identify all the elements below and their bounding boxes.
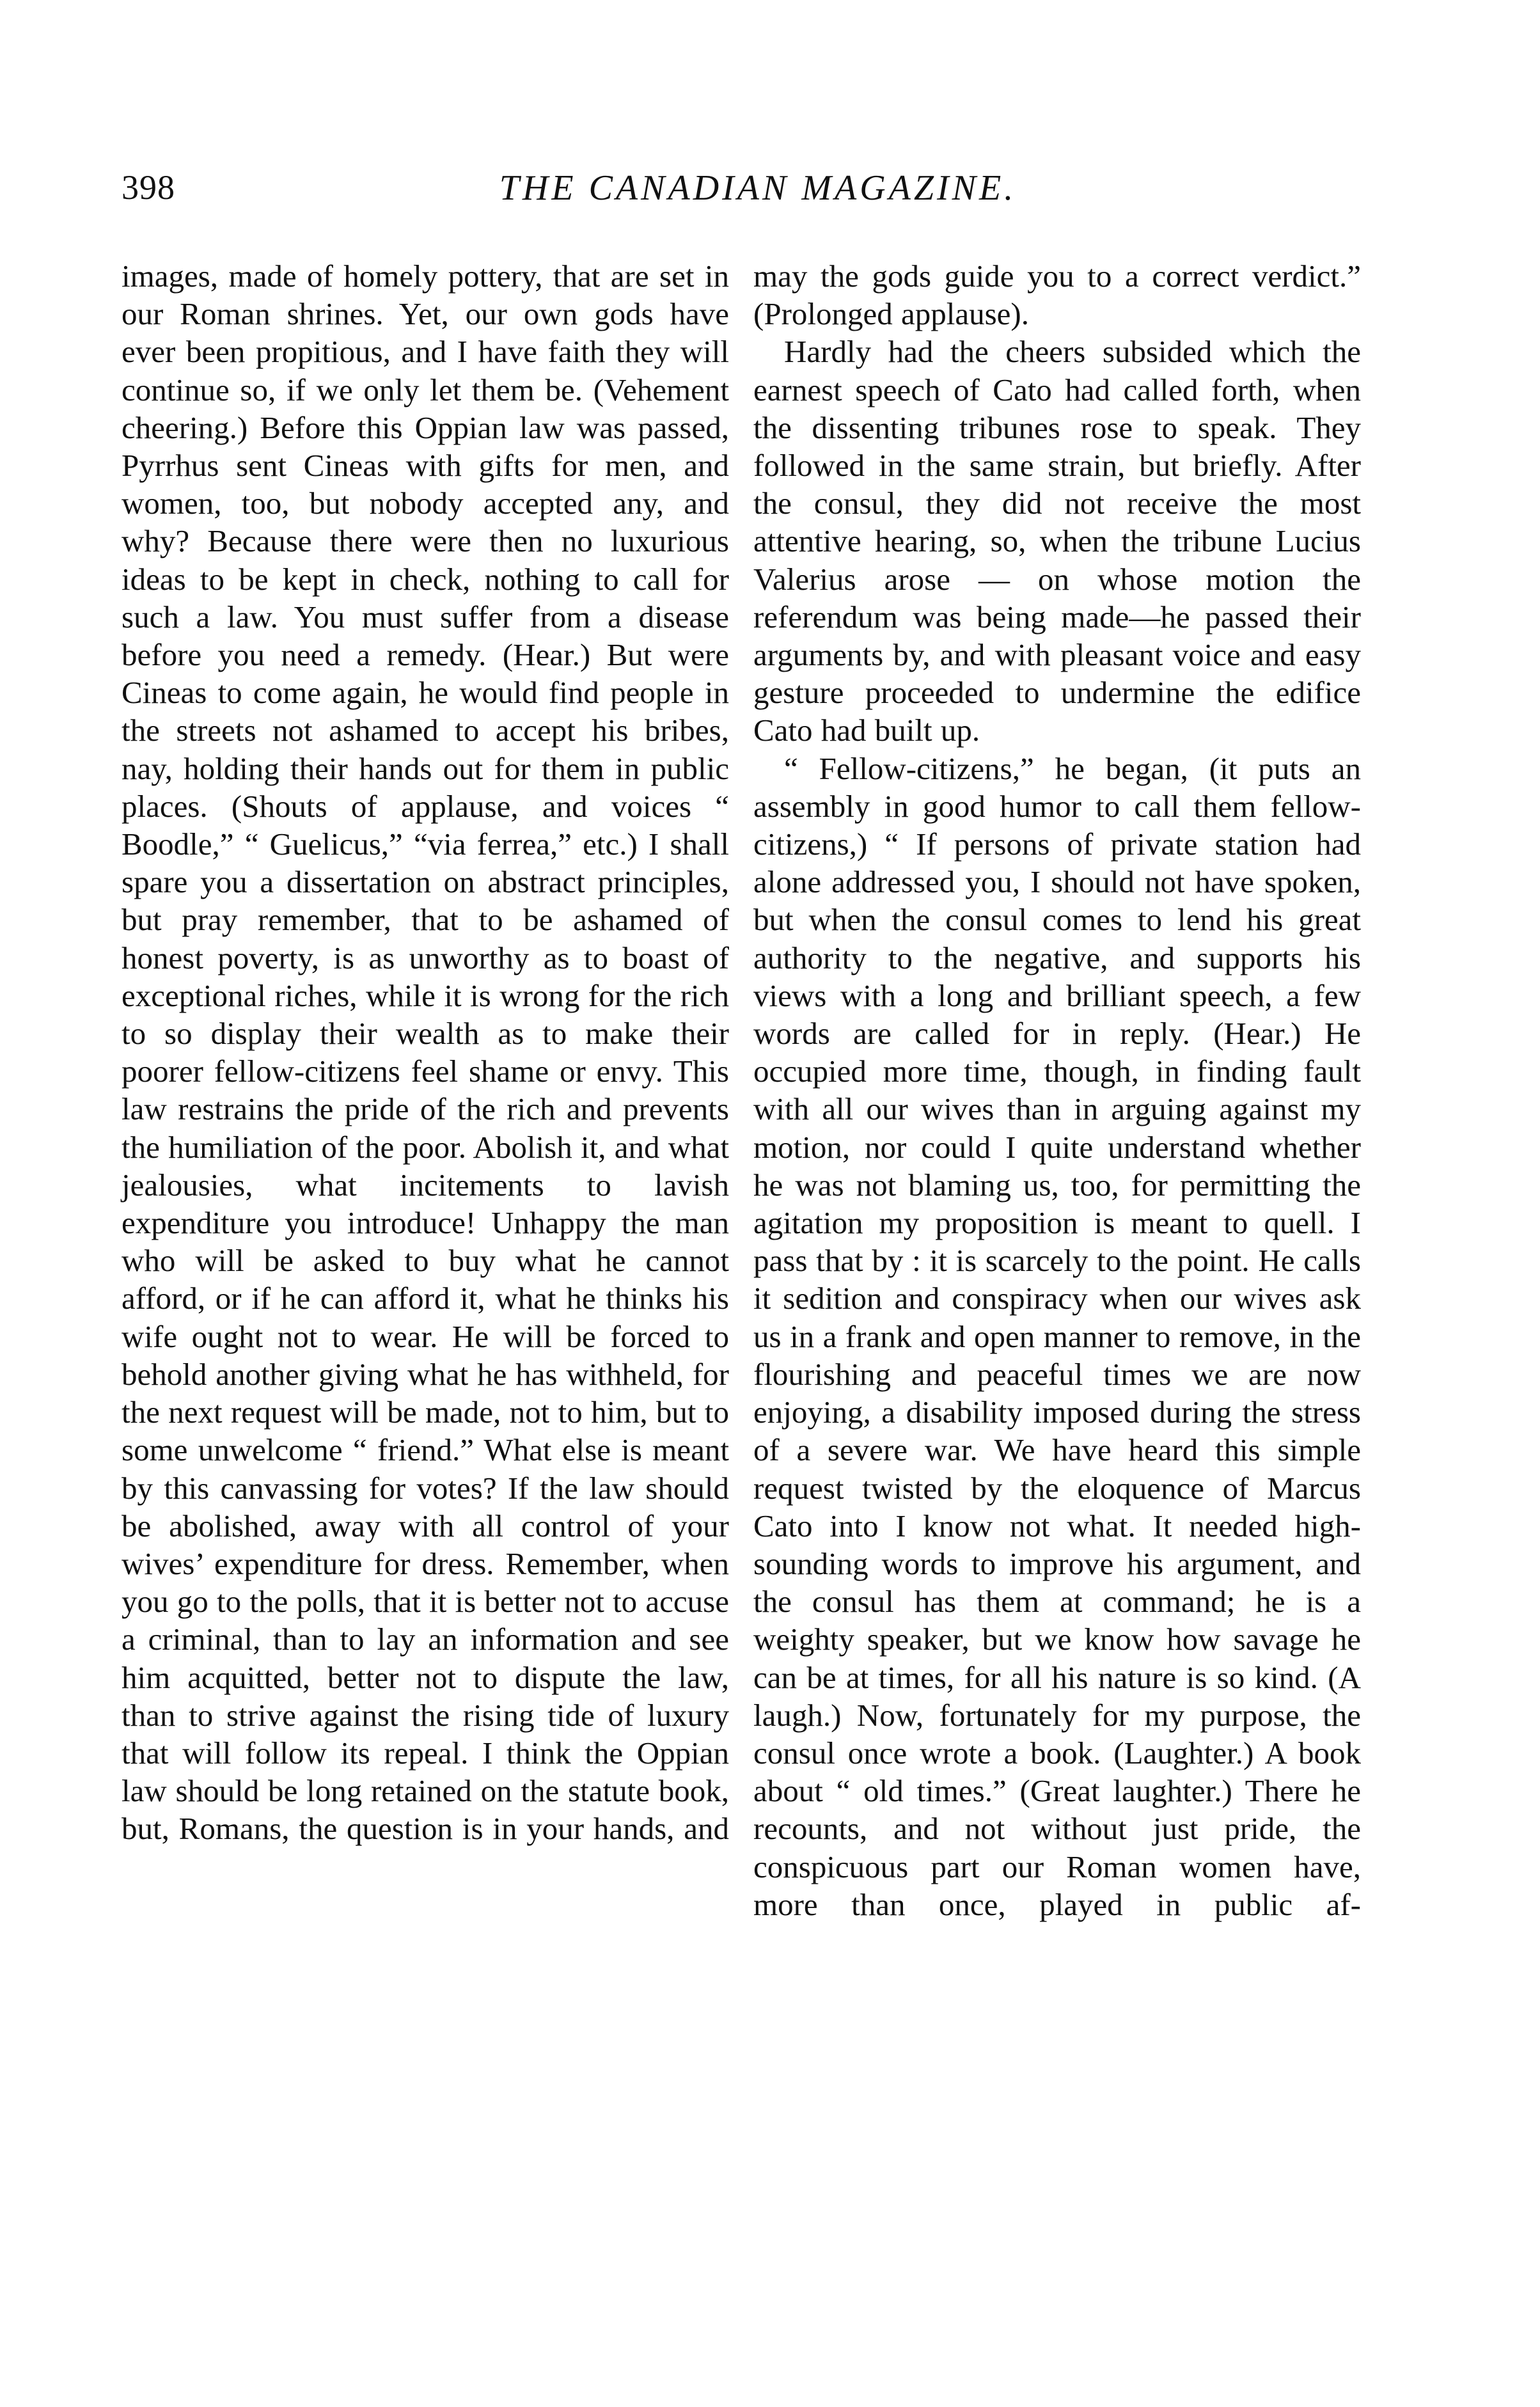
- left-paragraph-1: images, made of homely pottery, that are set in our Roman shrines. Yet, our own gods have ever been propitious, and I have faith they will continue so, if we only let them be. (Vehement cheering.) Before this Oppian law was passed, Pyrrhus sent Cineas with gifts for men, and women, too, but nobody accepted any, and why? Because there were then no luxurious ideas to be kept in check, nothing to call for such a law. You must suffer from a disease before you need a remedy. (Hear.) But were Cineas to come again, he would find people in the streets not ashamed to accept his bribes, nay, holding their hands out for them in public places. (Shouts of applause, and voices “ Boodle,” “ Guelicus,” “via ferrea,” etc.) I shall spare you a dissertation on abstract principles, but pray remember, that to be ashamed of honest poverty, is as unworthy as to boast of exceptional riches, while it is wrong for the rich to so display their wealth as to make their poorer fellow-citizens feel shame or envy. This law restrains the pride of the rich and prevents the humiliation of the poor. Abolish it, and what jealousies, what incitements to lavish expenditure you introduce! Unhappy the man who will be asked to buy what he cannot afford, or if he can afford it, what he thinks his wife ought not to wear. He will be forced to behold another giving what he has withheld, for the next request will be made, not to him, but to some unwelcome “ friend.” What else is meant by this canvassing for votes? If the law should be abolished, away with all control of your wives’ expenditure for dress. Remember, when you go to the polls, that it is better not to accuse a criminal, than to lay an information and see him acquitted, better not to dispute the law, than to strive against the rising tide of luxury that will follow its repeal. I think the Oppian law should be long retained on the statute book, but, Romans, the question is in your hands, and: [122, 258, 729, 1847]
- left-column: [122, 257, 729, 1848]
- running-title: THE CANADIAN MAGAZINE.: [499, 168, 1017, 208]
- right-paragraph-2: Hardly had the cheers subsided which the earnest speech of Cato had called forth, when the dissenting tribunes rose to speak. They followed in the same strain, but briefly. After the consul, they did not receive the most attentive hearing, so, when the tribune Lucius Valerius arose — on whose motion the referendum was being made—he passed their arguments by, and with pleasant voice and easy gesture proceeded to undermine the edifice Cato had built up.: [753, 334, 1361, 748]
- right-paragraph-1: may the gods guide you to a correct verdict.” (Prolonged applause).: [753, 258, 1361, 332]
- right-column: [753, 257, 1361, 1923]
- right-paragraph-3: “ Fellow-citizens,” he began, (it puts an assembly in good humor to call them fellow-citizens,) “ If persons of private station had alone addressed you, I should not have spoken, but when the consul comes to lend his great authority to the negative, and supports his views with a long and brilliant speech, a few words are called for in reply. (Hear.) He occupied more time, though, in finding fault with all our wives than in arguing against my motion, nor could I quite understand whether he was not blaming us, too, for permitting the agitation my proposition is meant to quell. I pass that by : it is scarcely to the point. He calls it sedition and conspiracy when our wives ask us in a frank and open manner to remove, in the flourishing and peaceful times we are now enjoying, a disability imposed during the stress of a severe war. We have heard this simple request twisted by the eloquence of Marcus Cato into I know not what. It needed high-sounding words to improve his argument, and the consul has them at command; he is a weighty speaker, but we know how savage he can be at times, for all his nature is so kind. (A laugh.) Now, fortunately for my purpose, the consul once wrote a book. (Laughter.) A book about “ old times.” (Great laughter.) There he recounts, and not without just pride, the conspicuous part our Roman women have, more than once, played in public af-: [753, 750, 1361, 1922]
- page-number: 398: [122, 168, 175, 207]
- page-header: [122, 168, 1394, 219]
